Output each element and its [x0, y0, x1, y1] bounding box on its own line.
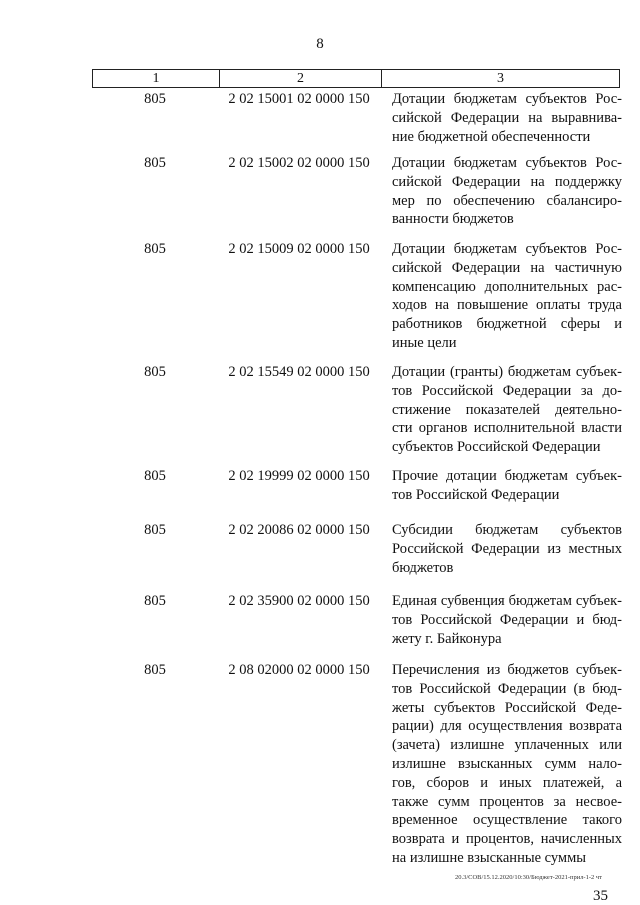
column-header-2: 2: [219, 70, 381, 87]
description-line: тов Российской Федерации за до-: [392, 382, 622, 399]
description-line: излишне взысканных сумм нало-: [392, 755, 622, 772]
budget-code-cell: 2 02 20086 02 0000 150: [228, 522, 370, 538]
table-row: [0, 661, 622, 868]
description-line: Дотации бюджетам субъектов Рос-: [392, 155, 622, 171]
column-header-3: 3: [381, 70, 619, 87]
description-line: Перечисления из бюджетов субъек-: [392, 662, 622, 678]
description-line: тов Российской Федерации (в бюд-: [392, 680, 622, 697]
description-line: сти органов исполнительной власти: [392, 420, 622, 437]
description-line: возврата и процентов, начисленных: [392, 831, 622, 848]
page-number: 8: [316, 36, 324, 52]
admin-code-cell: 805: [144, 91, 166, 107]
table-row: [0, 154, 622, 229]
description-cell: [392, 661, 622, 868]
admin-code-cell: 805: [144, 155, 166, 171]
table-row: [0, 592, 622, 648]
description-line: сийской Федерации на выравнива-: [392, 109, 622, 126]
description-cell: [392, 240, 622, 353]
table-row: [0, 90, 622, 146]
description-line: бюджетов: [392, 559, 454, 576]
description-line: компенсацию дополнительных рас-: [392, 278, 622, 295]
description-cell: [392, 592, 622, 648]
description-cell: [392, 521, 622, 577]
footer-page-number: 35: [593, 888, 608, 904]
admin-code-cell: 805: [144, 364, 166, 380]
description-line: мер по обеспечению сбалансиро-: [392, 192, 622, 209]
table-row: [0, 363, 622, 457]
description-line: Дотации бюджетам субъектов Рос-: [392, 241, 622, 257]
description-line: субъектов Российской Федерации: [392, 439, 601, 456]
table-row: [0, 521, 622, 577]
description-line: Субсидии бюджетам субъектов: [392, 522, 622, 538]
description-line: тов Российской Федерации и бюд-: [392, 611, 622, 628]
budget-code-cell: 2 02 15002 02 0000 150: [228, 155, 370, 171]
admin-code-cell: 805: [144, 662, 166, 678]
description-line: ходов на повышение оплаты труда: [392, 297, 622, 314]
description-line: временное осуществление такого: [392, 812, 622, 829]
budget-code-cell: 2 02 15009 02 0000 150: [228, 241, 370, 257]
table-row: [0, 467, 622, 505]
column-header-1: 1: [152, 71, 160, 86]
description-line: Дотации (гранты) бюджетам субъек-: [392, 364, 622, 380]
admin-code-cell: 805: [144, 593, 166, 609]
description-line: рации) для осуществления возврата: [392, 718, 622, 735]
description-line: Прочие дотации бюджетам субъек-: [392, 468, 622, 484]
description-cell: [392, 154, 622, 229]
description-line: Единая субвенция бюджетам субъек-: [392, 593, 622, 609]
budget-code-cell: 2 02 19999 02 0000 150: [228, 468, 370, 484]
document-code: 20.3/СОВ/15.12.2020/10:30/Бюджет-2021-прил-1-2 чт: [454, 874, 602, 881]
admin-code-cell: 805: [144, 468, 166, 484]
description-line: работников бюджетной сферы и: [392, 316, 622, 333]
description-line: на излишне взысканные суммы: [392, 849, 587, 866]
budget-code-cell: 2 02 35900 02 0000 150: [228, 593, 370, 609]
description-line: гов, сборов и иных платежей, а: [392, 774, 622, 791]
budget-code-cell: 2 08 02000 02 0000 150: [228, 662, 370, 678]
description-line: Российской Федерации из местных: [392, 540, 622, 557]
description-line: тов Российской Федерации: [392, 486, 560, 503]
budget-code-cell: 2 02 15549 02 0000 150: [228, 364, 370, 380]
description-cell: [392, 90, 622, 146]
description-line: также сумм процентов за несвое-: [392, 793, 622, 810]
table-row: [0, 240, 622, 353]
description-cell: [392, 363, 622, 457]
description-line: жету г. Байконура: [392, 630, 502, 647]
description-line: ванности бюджетов: [392, 211, 514, 228]
description-line: сийской Федерации на частичную: [392, 259, 622, 276]
description-line: сийской Федерации на поддержку: [392, 173, 622, 190]
description-line: иные цели: [392, 334, 457, 351]
admin-code-cell: 805: [144, 522, 166, 538]
description-line: Дотации бюджетам субъектов Рос-: [392, 91, 622, 107]
description-cell: [392, 467, 622, 505]
description-line: ние бюджетной обеспеченности: [392, 128, 591, 145]
table-header: [92, 69, 620, 88]
description-line: стижение показателей деятельно-: [392, 401, 622, 418]
admin-code-cell: 805: [144, 241, 166, 257]
description-line: (зачета) излишне уплаченных или: [392, 737, 622, 754]
budget-code-cell: 2 02 15001 02 0000 150: [228, 91, 370, 107]
description-line: жеты субъектов Российской Феде-: [392, 699, 622, 716]
